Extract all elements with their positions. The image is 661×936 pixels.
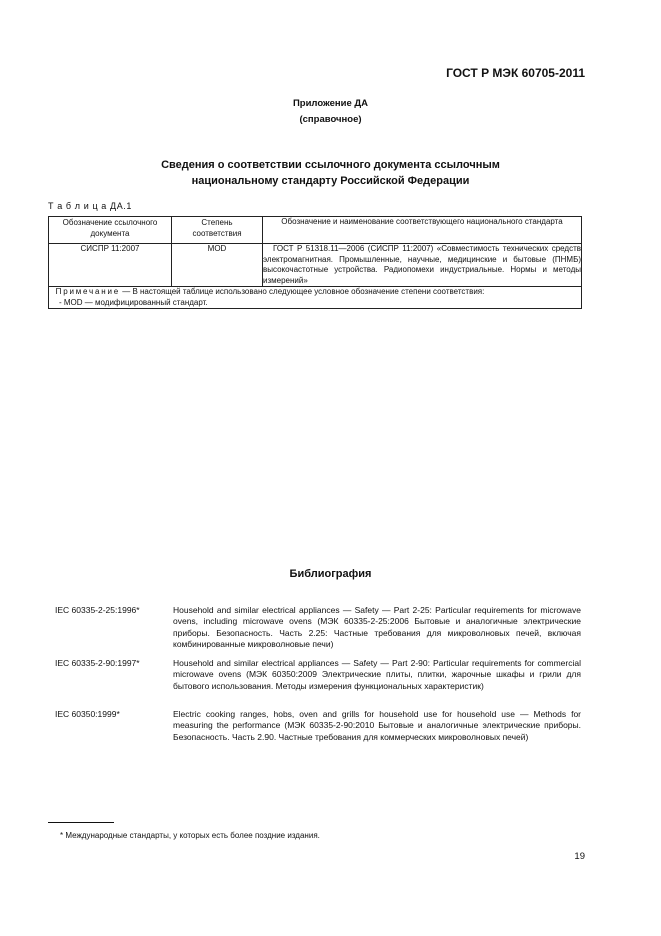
bibliography-title: Библиография xyxy=(289,568,372,580)
note-item: - MOD — модифицированный стандарт. xyxy=(59,297,208,307)
header-col1-line1: Обозначение ссылочного xyxy=(62,218,158,227)
appendix-title: Приложение ДА xyxy=(292,98,369,109)
header-col2-line2: соответствия xyxy=(192,229,242,238)
header-reference-document xyxy=(49,217,172,244)
standard-designation: ГОСТ Р МЭК 60705-2011 xyxy=(446,66,585,80)
section-title-line-2: национальному стандарту Российской Федерации xyxy=(191,175,470,187)
footnote: * Международные стандарты, у которых есть более поздние издания. xyxy=(60,831,320,840)
table-note xyxy=(49,287,582,309)
cell-degree: MOD xyxy=(172,244,263,287)
table-header-row xyxy=(49,217,582,244)
table-row xyxy=(49,244,582,287)
appendix-subtitle: (справочное) xyxy=(299,114,362,125)
header-col2-line1: Степень xyxy=(201,218,233,227)
note-text: — В настоящей таблице использовано следующее условное обозначение степени соответствия: xyxy=(122,287,485,296)
bib-code: IEC 60335-2-90:1997* xyxy=(55,658,140,668)
appendix-heading xyxy=(0,96,661,128)
header-national-standard: Обозначение и наименование соответствующего национального стандарта xyxy=(263,217,582,244)
footnote-separator xyxy=(48,822,114,823)
cell-reference: СИСПР 11:2007 xyxy=(49,244,172,287)
bib-code: IEC 60350:1999* xyxy=(55,709,120,719)
national-standard-text: ГОСТ Р 51318.11—2006 (СИСПР 11:2007) «Совместимость технических средств электромагнитная. Промышленные, научные, медицинские и бытовые (ПНМБ) высокочастотные устройства. Радиопомехи индустриальные. Нормы и методы измерений» xyxy=(263,244,581,285)
bib-text: Household and similar electrical appliances — Safety — Part 2-25: Particular requirements for microwave ovens, including microwave ovens (МЭК 60335-2-25:2006 Бытовые и аналогичные электрические приборы. Безопасность. Часть 2.25: Частные требования для микроволновых печей, включая комбинированные микроволновые печи) xyxy=(173,605,581,649)
table-caption: Т а б л и ц а ДА.1 xyxy=(48,201,133,211)
correspondence-table xyxy=(48,216,582,309)
note-label: Примечание xyxy=(55,287,120,296)
note-line xyxy=(49,287,581,298)
header-col1-line2: документа xyxy=(90,229,130,238)
bib-code: IEC 60335-2-25:1996* xyxy=(55,605,140,615)
cell-national-standard xyxy=(263,244,582,287)
section-title xyxy=(0,157,661,189)
bib-text: Household and similar electrical appliances — Safety — Part 2-90: Particular requirements for commercial microwave ovens (МЭК 60350:2009 Электрические плиты, плитки, жарочные шкафы и грили для бытового использования. Методы измерения функциональных характеристик) xyxy=(173,658,581,691)
page-number: 19 xyxy=(574,851,585,862)
header-degree xyxy=(172,217,263,244)
section-title-line-1: Сведения о соответствии ссылочного документа ссылочным xyxy=(161,159,500,171)
bib-text: Electric cooking ranges, hobs, oven and grills for household use for household use — Methods for measuring the performance (МЭК 60335-2-90:2010 Бытовые и аналогичные электрические приборы. Безопасность. Часть 2.90. Частные требования для коммерческих микроволновых печей) xyxy=(173,709,581,742)
table-note-row xyxy=(49,287,582,309)
